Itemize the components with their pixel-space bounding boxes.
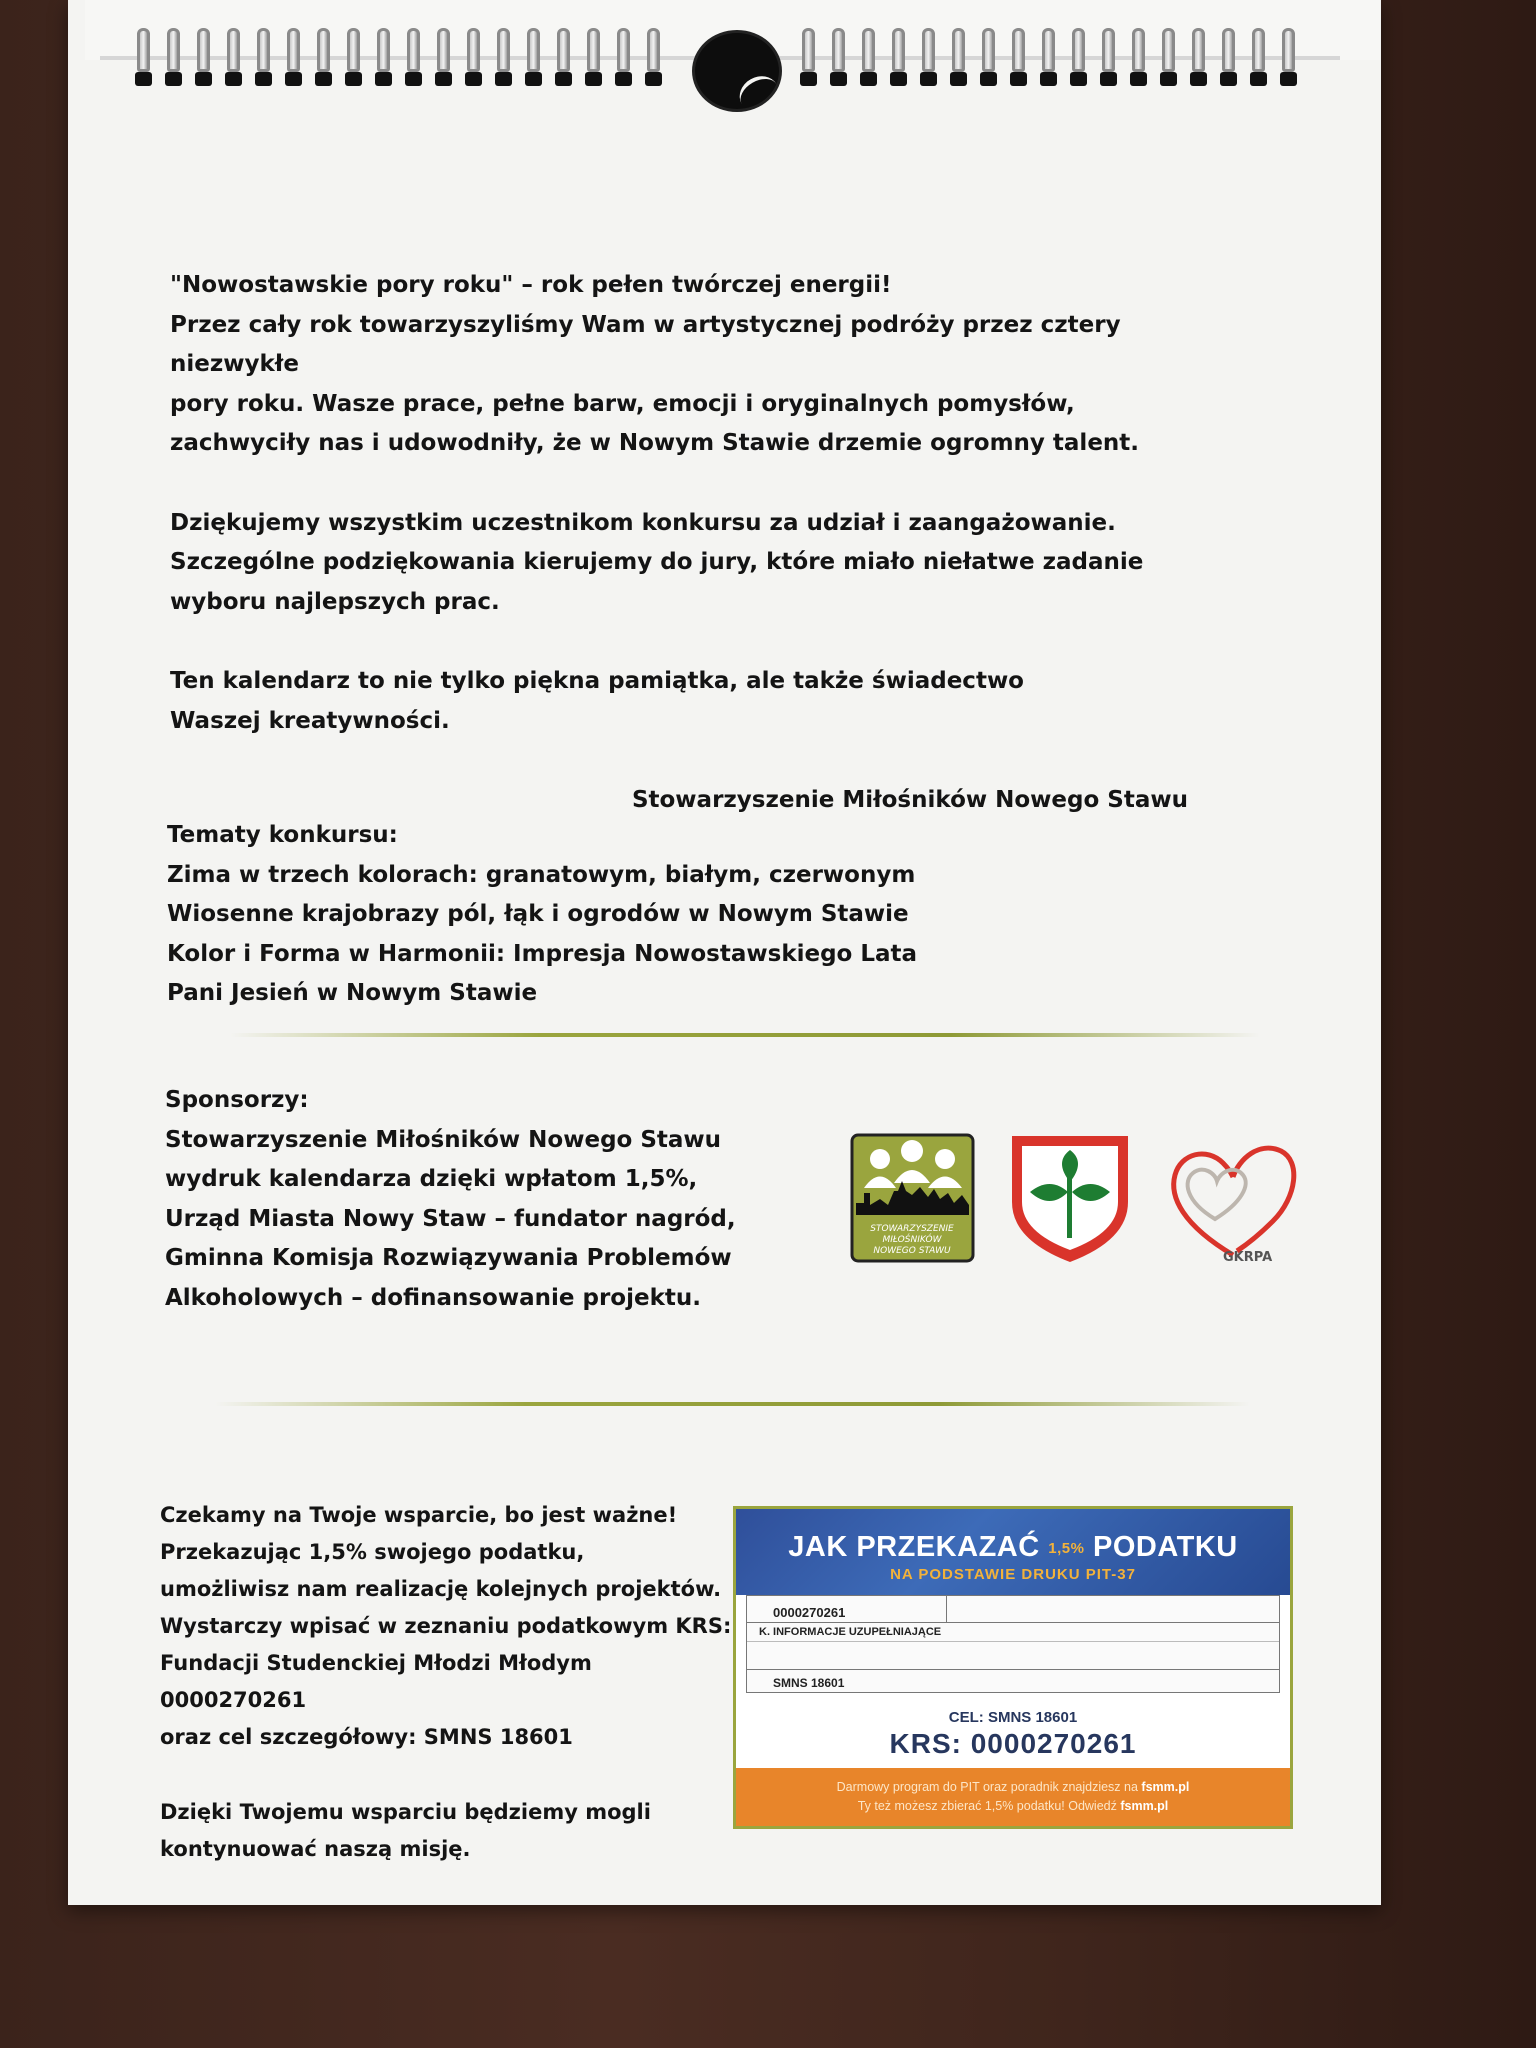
association-logo — [850, 1133, 975, 1263]
intro-signature: Stowarzyszenie Miłośników Nowego Stawu — [631, 787, 1188, 813]
tax-box-subtitle: NA PODSTAWIE DRUKU PIT-37 — [890, 1566, 1136, 1583]
gkrpa-heart-logo — [1163, 1137, 1303, 1267]
coat-of-arms-icon — [1006, 1130, 1134, 1266]
association-logo-text: NOWEGO STAWU — [873, 1246, 951, 1256]
intro-p1-line: zachwyciły nas i udowodniły, że w Nowym Stawie drzemie ogromny talent. — [170, 430, 1140, 456]
form-goal-value: SMNS 18601 — [773, 1676, 845, 1690]
hanger-hole — [692, 30, 782, 112]
tax-box-krs: KRS: 0000270261 — [889, 1728, 1137, 1759]
tax-box-title: JAK PRZEKAZAĆ 1,5% PODATKU — [788, 1531, 1238, 1563]
spiral-binding-right — [800, 28, 1297, 98]
intro-heading: "Nowostawskie pory roku" – rok pełen twórczej energii! — [170, 272, 892, 298]
pit-form-excerpt — [746, 1595, 1280, 1693]
fsmm-link[interactable]: fsmm.pl — [1141, 1780, 1190, 1794]
themes-section — [167, 816, 1067, 1014]
theme-item: Kolor i Forma w Harmonii: Impresja Nowostawskiego Lata — [167, 940, 918, 967]
intro-p3-line: Ten kalendarz to nie tylko piękna pamiątka, ale także świadectwo — [170, 668, 1024, 694]
sponsor-line: Gminna Komisja Rozwiązywania Problemów — [165, 1245, 732, 1271]
section-divider — [215, 1402, 1250, 1406]
section-divider — [230, 1033, 1260, 1037]
support-line: Fundacji Studenckiej Młodzi Młodym 0000270261 — [160, 1651, 592, 1712]
theme-item: Wiosenne krajobrazy pól, łąk i ogrodów w Nowym Stawie — [167, 901, 909, 927]
intro-p1-line: pory roku. Wasze prace, pełne barw, emocji i oryginalnych pomysłów, — [170, 390, 1075, 417]
intro-p3-line: Waszej kreatywności. — [170, 707, 450, 734]
tax-donation-box — [733, 1506, 1293, 1829]
support-closing-line: Dzięki Twojemu wsparciu będziemy mogli — [160, 1800, 651, 1824]
sponsor-line: Alkoholowych – dofinansowanie projektu. — [165, 1284, 701, 1311]
support-line: oraz cel szczegółowy: SMNS 18601 — [160, 1725, 573, 1749]
association-logo-text: MIŁOŚNIKÓW — [882, 1235, 942, 1245]
support-section — [160, 1497, 740, 1868]
sponsors-section — [165, 1081, 865, 1318]
sponsor-line: Stowarzyszenie Miłośników Nowego Stawu — [165, 1126, 722, 1153]
fsmm-link[interactable]: fsmm.pl — [1120, 1799, 1169, 1813]
form-krs-value: 0000270261 — [747, 1596, 947, 1622]
spiral-binding-left — [135, 28, 662, 98]
tax-box-footer: Darmowy program do PIT oraz poradnik znajdziesz na fsmm.pl Ty też możesz zbierać 1,5% podatku! Odwiedź fsmm.pl — [736, 1768, 1290, 1826]
intro-p1-line: Przez cały rok towarzyszyliśmy Wam w artystycznej podróży przez cztery niezwykłe — [170, 311, 1121, 377]
support-line: Przekazując 1,5% swojego podatku, — [160, 1540, 585, 1564]
gkrpa-logo-text: GKRPA — [1223, 1250, 1273, 1265]
theme-item: Zima w trzech kolorach: granatowym, białym, czerwonym — [167, 861, 916, 888]
form-section-title: K. INFORMACJE UZUPEŁNIAJĄCE — [747, 1623, 1279, 1642]
intro-p2-line: Dziękujemy wszystkim uczestnikom konkursu za udział i zaangażowanie. — [170, 509, 1116, 536]
support-line: Wystarczy wpisać w zeznaniu podatkowym KRS: — [160, 1614, 732, 1638]
intro-section — [170, 266, 1240, 821]
support-closing-line: kontynuować naszą misję. — [160, 1837, 471, 1861]
intro-p2-line: Szczególne podziękowania kierujemy do jury, które miało niełatwe zadanie — [170, 549, 1144, 575]
theme-item: Pani Jesień w Nowym Stawie — [167, 980, 538, 1006]
intro-p2-line: wyboru najlepszych prac. — [170, 588, 500, 615]
sponsor-line: wydruk kalendarza dzięki wpłatom 1,5%, — [165, 1166, 698, 1192]
support-line: umożliwisz nam realizację kolejnych projektów. — [160, 1577, 722, 1601]
tax-box-cel: CEL: SMNS 18601 — [948, 1709, 1078, 1726]
association-logo-text: STOWARZYSZENIE — [870, 1224, 954, 1234]
sponsor-line: Urząd Miasta Nowy Staw – fundator nagród, — [165, 1205, 736, 1232]
support-line: Czekamy na Twoje wsparcie, bo jest ważne! — [160, 1503, 678, 1527]
tax-box-header — [736, 1509, 1290, 1595]
themes-heading: Tematy konkursu: — [167, 822, 398, 848]
sponsors-heading: Sponsorzy: — [165, 1087, 309, 1113]
